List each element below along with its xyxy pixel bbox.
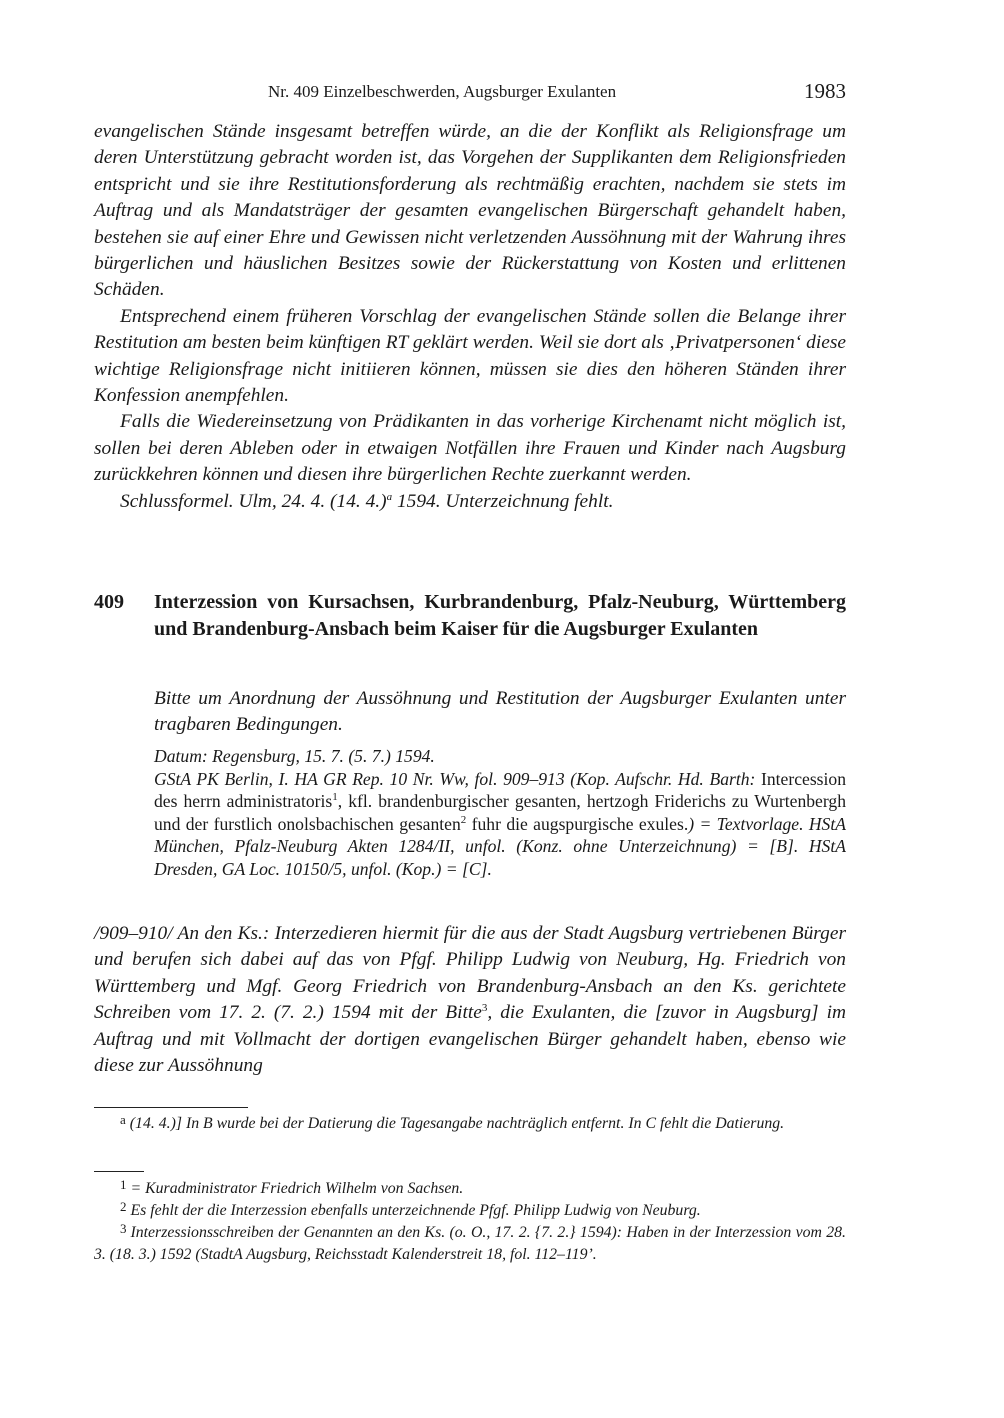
- document-body: [94, 921, 846, 1079]
- page-number: 1983: [804, 79, 846, 103]
- source-metadata: [154, 745, 846, 881]
- footnote-2: [94, 1200, 846, 1222]
- footnote-mark: 1: [120, 1177, 127, 1192]
- footnote-ref-2[interactable]: 2: [460, 813, 467, 826]
- footnote-divider: [94, 1171, 144, 1172]
- closing-text: 1594. Unterzeichnung fehlt.: [392, 490, 614, 512]
- footnote-1: [94, 1178, 846, 1200]
- source-quote: fuhr die augspurgische exules.: [466, 813, 689, 834]
- document-heading: [94, 589, 846, 642]
- closing-formula: [94, 489, 846, 515]
- footnote-text: Interzessionsschreiben der Genannten an den Ks. (o. O., 17. 2. {7. 2.} 1594): Haben in der Interzession vom 28. 3. (18. 3.) 1592 (StadtA Augsburg, Reichsstadt Kalenderstreit 18, fol. 112–119’.: [94, 1224, 846, 1263]
- footnote-text: (14. 4.)] In B wurde bei der Datierung die Tagesangabe nachträglich entfernt. In C fehlt die Datierung.: [129, 1115, 785, 1132]
- paragraph: evangelischen Stände insgesamt betreffen würde, an die der Konflikt als Religionsfrage um deren Unterstützung gebracht worden ist, das Vorgehen der Supplikanten dem Religionsfrieden entspricht und sie ihre Restitutionsforderung als rechtmäßig erachten, nachdem sie stets im Auftrag und als Mandatsträger der gesamten evangelischen Bürgerschaft gehandelt haben, bestehen sie auf einer Ehre und Gewissen nicht verletzenden Aussöhnung mit der Wahrung ihres bürgerlichen und häuslichen Besitzes sowie der Rückerstattung von Kosten und erlittenen Schäden.: [94, 121, 846, 301]
- continuation-text: [94, 119, 846, 515]
- running-head-title: Nr. 409 Einzelbeschwerden, Augsburger Exulanten: [268, 82, 617, 101]
- paragraph: [94, 921, 846, 1079]
- footnote-divider: [94, 1107, 248, 1108]
- running-head: [94, 80, 846, 106]
- commentary-footnotes: [94, 1178, 846, 1266]
- document-number: 409: [94, 591, 124, 613]
- footnote-text: Es fehlt der die Interzession ebenfalls unterzeichnende Pfgf. Philipp Ludwig von Neuburg.: [130, 1202, 701, 1219]
- footnote-mark: 2: [120, 1199, 127, 1214]
- source-quote: , kfl. brandenburgischer gesanten, hertzogh Friderichs zu Wurtenbergh und der furstlich onolsbachischen gesanten: [154, 791, 846, 834]
- paragraph: Entsprechend einem früheren Vorschlag der evangelischen Stände sollen die Belange ihrer Restitution am besten beim künftigen RT geklärt werden. Weil sie dort als ‚Privatpersonen‘ diese wichtige Religionsfrage nicht initiieren können, müssen sie dies den höheren Ständen ihrer Konfession anempfehlen.: [94, 305, 846, 407]
- regest: Bitte um Anordnung der Aussöhnung und Restitution der Augsburger Exulanten unter tragbaren Bedingungen.: [154, 688, 846, 736]
- source-quote: Intercession des herrn administratoris: [154, 768, 847, 812]
- footnote-mark: a: [120, 1112, 126, 1127]
- footnote-ref-1[interactable]: 1: [332, 791, 338, 804]
- closing-text: Schlussformel. Ulm, 24. 4. (14. 4.): [120, 490, 387, 512]
- text-critical-footnotes: [94, 1113, 846, 1135]
- footnote-ref-3[interactable]: 3: [481, 1002, 488, 1015]
- date-line: Datum: Regensburg, 15. 7. (5. 7.) 1594.: [154, 746, 435, 766]
- source-archive: GStA PK Berlin, I. HA GR Rep. 10 Nr. Ww, fol. 909–913 (Kop. Aufschr. Hd. Barth:: [154, 768, 756, 789]
- footnote-a: [94, 1113, 846, 1135]
- source-line: [154, 768, 846, 881]
- footnote-text: = Kuradministrator Friedrich Wilhelm von Sachsen.: [130, 1180, 464, 1197]
- footnote-3: [94, 1222, 846, 1266]
- paragraph: Falls die Wiedereinsetzung von Prädikanten in das vorherige Kirchenamt nicht möglich ist, sollen bei deren Ableben oder in etwaigen Notfällen ihre Frauen und Kinder nach Augsburg zurückkehren können und diesen ihre bürgerlichen Rechte zuerkannt werden.: [94, 411, 846, 486]
- footnote-ref-a[interactable]: a: [386, 490, 393, 503]
- source-additional: ) = Textvorlage. HStA München, Pfalz-Neuburg Akten 1284/II, unfol. (Konz. ohne Unterzeichnung) = [B]. HStA Dresden, GA Loc. 10150/5, unfol. (Kop.) = [C].: [154, 813, 846, 879]
- footnote-mark: 3: [120, 1221, 127, 1236]
- body-text: , die Exulanten, die [zuvor in Augsburg] im Auftrag und mit Vollmacht der dortigen evangelischen Bürger gehandelt haben, ebenso wie diese zur Aussöhnung: [94, 1002, 846, 1077]
- body-text: /909–910/ An den Ks.: Interzedieren hiermit für die aus der Stadt Augsburg vertriebenen Bürger und berufen sich dabei auf das von Pfgf. Philipp Ludwig von Neuburg, Hg. Friedrich von Württemberg und Mgf. Georg Friedrich von Brandenburg-Ansbach an den Ks. gerichtete Schreiben vom 17. 2. (7. 2.) 1594 mit der Bitte: [94, 923, 846, 1024]
- document-title: Interzession von Kursachsen, Kurbrandenburg, Pfalz-Neuburg, Württemberg und Brandenburg-Ansbach beim Kaiser für die Augsburger Exulanten: [154, 591, 846, 640]
